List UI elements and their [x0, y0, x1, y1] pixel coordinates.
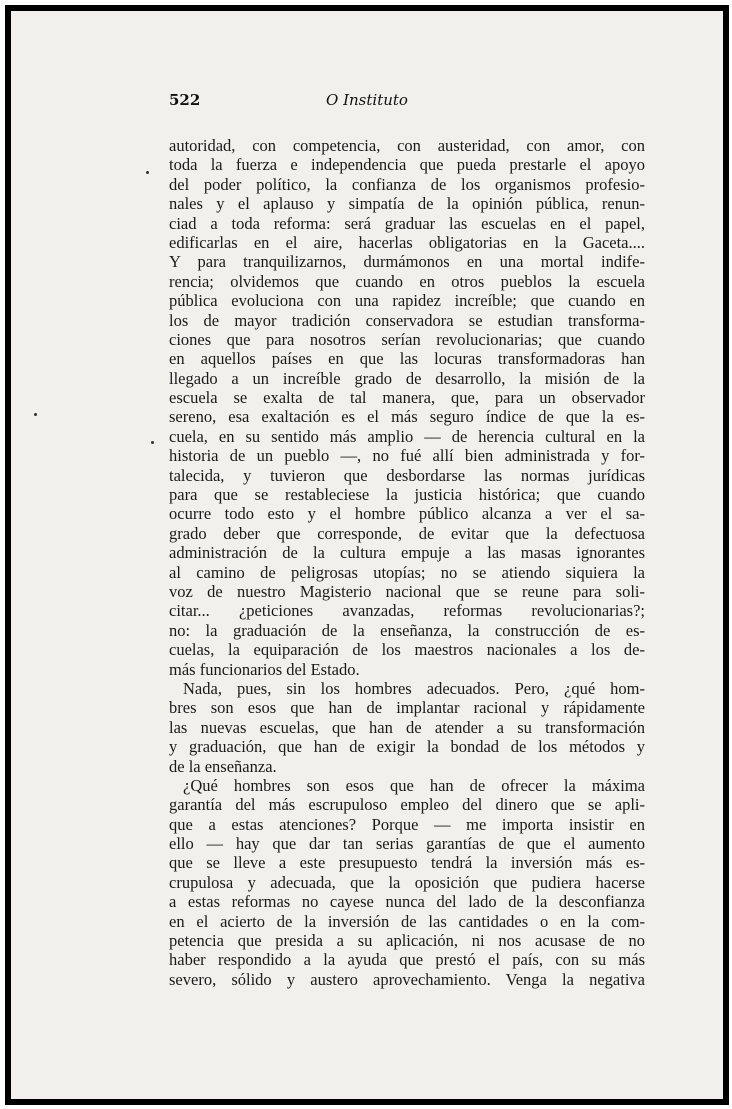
page-header [11, 91, 723, 113]
text-line: citar... ¿peticiones avanzadas, reformas revolucionarias?; [169, 601, 645, 621]
text-line: ¿Qué hombres son esos que han de ofrecer la máxima [183, 775, 645, 795]
text-line: en el acierto de la inversión de las cantidades o en la com- [169, 911, 645, 931]
text-line: autoridad, con competencia, con austeridad, con amor, con [169, 136, 645, 155]
text-line: a estas reformas no cayese nunca del lado de la desconfianza [169, 892, 645, 912]
text-line: garantía del más escrupuloso empleo del dinero que se apli- [169, 795, 645, 815]
text-line: administración de la cultura empuje a las masas ignorantes [169, 543, 645, 563]
margin-speck [146, 171, 149, 174]
text-line: haber respondido a la ayuda que prestó el país, con su más [169, 950, 645, 970]
text-line: no: la graduación de la enseñanza, la construcción de es- [169, 620, 645, 640]
text-line: los de mayor tradición conservadora se estudian transforma- [169, 310, 645, 330]
text-line: para que se restableciese la justicia histórica; que cuando [169, 485, 645, 505]
text-line: cuelas, la equiparación de los maestros nacionales a los de- [169, 640, 645, 660]
text-line: rencia; olvidemos que cuando en otros pueblos la escuela [169, 271, 645, 291]
text-line: talecida, y tuvieron que desbordarse las normas jurídicas [169, 465, 645, 485]
text-line: que a estas atenciones? Porque — me importa insistir en [169, 814, 645, 834]
text-line: bres son esos que han de implantar racional y rápidamente [169, 698, 645, 718]
margin-speck [34, 413, 37, 416]
text-line: ello — hay que dar tan serias garantías de que el aumento [169, 834, 645, 854]
text-line: edificarlas en el aire, hacerlas obligatorias en la Gaceta.... [169, 232, 645, 252]
text-line: nales y el aplauso y simpatía de la opinión pública, renun- [169, 194, 645, 214]
text-line: en aquellos países en que las locuras transformadoras han [169, 349, 645, 369]
text-line: grado deber que corresponde, de evitar que la defectuosa [169, 523, 645, 543]
text-line: crupulosa y adecuada, que la oposición que pudiera hacerse [169, 872, 645, 892]
text-line: ocurre todo esto y el hombre público alcanza a ver el sa- [169, 504, 645, 524]
text-line: al camino de peligrosas utopías; no se atiendo siquiera la [169, 562, 645, 582]
running-title: O Instituto [326, 91, 408, 109]
text-line: y graduación, que han de exigir la bondad de los métodos y [169, 737, 645, 757]
text-line: pública evoluciona con una rapidez increíble; que cuando en [169, 291, 645, 311]
text-line: ciad a toda reforma: será graduar las escuelas en el papel, [169, 213, 645, 233]
text-line: cuela, en su sentido más amplio — de herencia cultural en la [169, 426, 645, 446]
text-line: ciones que para nosotros serían revolucionarias; que cuando [169, 329, 645, 349]
page-number: 522 [169, 91, 201, 109]
text-line: historia de un pueblo —, no fué allí bien administrada y for- [169, 446, 645, 466]
text-line: petencia que presida a su aplicación, ni nos acusase de no [169, 931, 645, 951]
text-line: llegado a un increíble grado de desarrollo, la misión de la [169, 368, 645, 388]
text-line: que se lleve a este presupuesto tendrá la inversión más es- [169, 853, 645, 873]
text-line: sereno, esa exaltación es el más seguro índice de que la es- [169, 407, 645, 427]
margin-speck [151, 441, 154, 444]
body-text [169, 136, 645, 989]
text-line: escuela se exalta de tal manera, que, para un observador [169, 388, 645, 408]
document-page [5, 5, 729, 1105]
text-line: las nuevas escuelas, que han de atender a su transformación [169, 717, 645, 737]
text-line: Nada, pues, sin los hombres adecuados. Pero, ¿qué hom- [183, 678, 645, 698]
text-line: severo, sólido y austero aprovechamiento. Venga la negativa [169, 969, 645, 989]
text-line: de la enseñanza. [169, 756, 277, 776]
text-line: toda la fuerza e independencia que pueda prestarle el apoyo [169, 155, 645, 175]
text-line: del poder político, la confianza de los organismos profesio- [169, 174, 645, 194]
text-line: voz de nuestro Magisterio nacional que se reune para soli- [169, 581, 645, 601]
text-line: más funcionarios del Estado. [169, 659, 360, 679]
text-line: Y para tranquilizarnos, durmámonos en una mortal indife- [169, 252, 645, 272]
